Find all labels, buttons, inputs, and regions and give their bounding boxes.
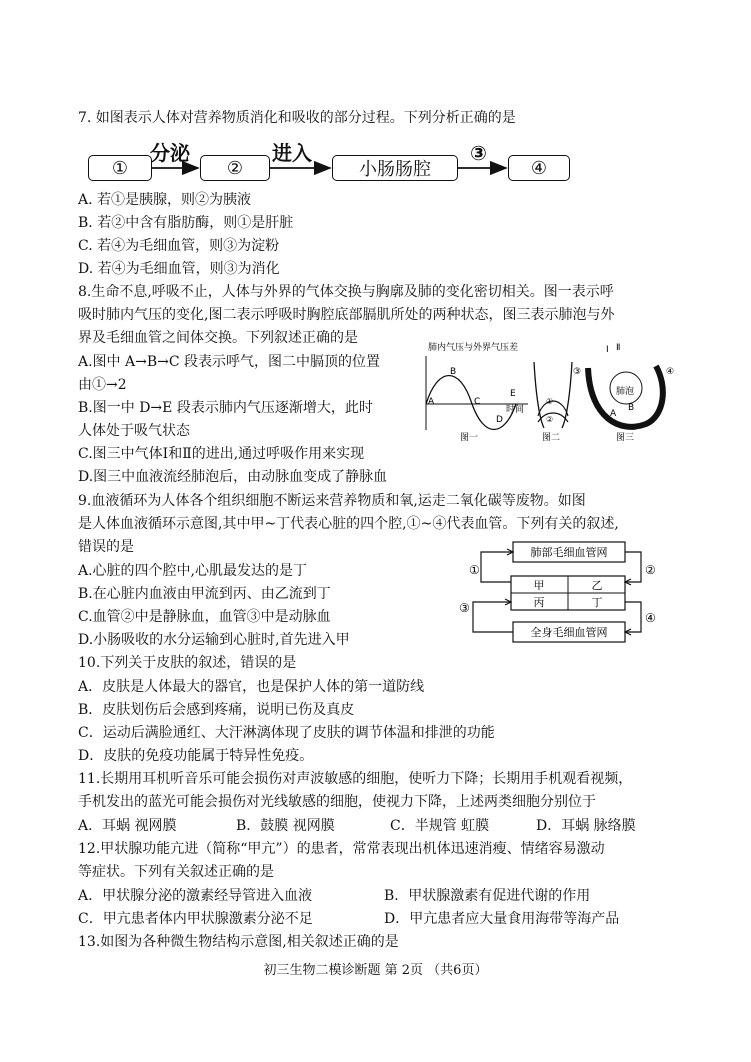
q12-stem-line-2: 等症状。下列有关叙述正确的是: [78, 864, 274, 880]
flow-box-intestine: 小肠肠腔: [332, 155, 458, 181]
q9-option-a: A.心脏的四个腔中,心肌最发达的是丁: [78, 563, 308, 579]
q9-option-c: C.血管②中是静脉血，血管③中是动脉血: [78, 609, 331, 625]
flow-box-1: ①: [88, 155, 152, 181]
flow-label-enter: 进入: [272, 141, 312, 165]
flow-box-4: ④: [508, 155, 570, 181]
q9-option-b: B.在心脏内血液由甲流到丙、由乙流到丁: [78, 586, 331, 602]
fig1-axis-label: 时间: [506, 405, 525, 415]
q7-stem: 7. 如图表示人体对营养物质消化和吸收的部分过程。下列分析正确的是: [78, 110, 516, 126]
q12-option-b: B．甲状腺激素有促进代谢的作用: [384, 888, 591, 904]
fig3-mark-ii: Ⅱ: [616, 343, 621, 353]
q10-option-a: A．皮肤是人体最大的器官，也是保护人体的第一道防线: [78, 679, 425, 695]
q7-option-a: A. 若①是胰腺，则②为胰液: [78, 192, 252, 208]
q10-option-b: B．皮肤划伤后会感到疼痛，说明已伤及真皮: [78, 702, 355, 718]
q7-option-d: D. 若④为毛细血管，则③为消化: [78, 261, 280, 277]
fig2-mark-2: ②: [546, 415, 554, 424]
q12-option-a: A．甲状腺分泌的激素经导管进入血液: [78, 888, 313, 904]
q10-stem: 10.下列关于皮肤的叙述，错误的是: [78, 655, 297, 671]
vessel-3: ③: [459, 601, 470, 615]
fig1-caption: 图一: [460, 433, 479, 443]
q8-option-b-line-2: 人体处于吸气状态: [78, 423, 190, 439]
q7-option-b: B. 若②中含有脂肪酶，则①是肝脏: [78, 215, 294, 231]
q7-option-c: C. 若④为毛细血管，则③为淀粉: [78, 238, 280, 254]
vessel-1: ①: [469, 563, 480, 577]
q8-option-a-line-2: 由①→2: [78, 377, 127, 393]
q9-stem-line-2: 是人体血液循环示意图,其中甲~丁代表心脏的四个腔,①~④代表血管。下列有关的叙述,: [78, 516, 619, 532]
q8-figures: [420, 338, 680, 444]
q8-option-c: C.图三中气体Ⅰ和Ⅱ的进出,通过呼吸作用来实现: [78, 446, 365, 462]
q8-option-a-line-1: A.图中 A→B→C 段表示呼气，图二中膈顶的位置: [78, 354, 381, 370]
q9-stem-line-1: 9.血液循环为人体各个组织细胞不断运来营养物质和氧,运走二氧化碳等废物。如图: [78, 493, 586, 509]
fig3-alveolus-label: 肺泡: [616, 387, 635, 397]
page-footer: 初三生物二模诊断题 第 2页 （共6页）: [263, 963, 488, 978]
q12-stem-line-1: 12.甲状腺功能亢进（简称“甲亢”）的患者，常常表现出机体迅速消瘦、情绪容易激动: [78, 841, 605, 857]
q8-stem-line-2: 吸时肺内气压的变化,图二表示呼吸时胸腔底部膈肌所处的两种状态，图三表示肺泡与外: [78, 307, 615, 323]
q9-circulation-diagram: [455, 538, 665, 646]
q10-option-c: C．运动后满脸通红、大汗淋漓体现了皮肤的调节体温和排泄的功能: [78, 725, 495, 741]
fig1-point-e: E: [510, 389, 516, 399]
body-capillary-label: 全身毛细血管网: [530, 626, 608, 639]
vessel-4: ④: [645, 611, 656, 625]
flow-label-3: ③: [470, 141, 487, 165]
q11-option-a: A．耳蜗 视网膜: [78, 818, 177, 834]
fig3-mark-b: B: [628, 403, 635, 413]
fig3-caption: 图三: [616, 433, 635, 443]
q8-stem-line-1: 8.生命不息,呼吸不止，人体与外界的气体交换与胸廓及肺的变化密切相关。图一表示呼: [78, 284, 614, 300]
q11-option-d: D．耳蜗 脉络膜: [536, 818, 636, 834]
q11-option-c: C．半规管 虹膜: [390, 818, 490, 834]
q11-stem-line-2: 手机发出的蓝光可能会损伤对光线敏感的细胞，使视力下降，上述两类细胞分别位于: [78, 794, 596, 810]
q12-option-c: C．甲亢患者体内甲状腺激素分泌不足: [78, 911, 313, 927]
q8-option-b-line-1: B.图一中 D→E 段表示肺内气压逐渐增大，此时: [78, 400, 373, 416]
flow-arrows: [0, 0, 751, 200]
fig1-point-a: A: [428, 397, 435, 407]
lung-capillary-label: 肺部毛细血管网: [530, 546, 608, 559]
fig1-point-d: D: [496, 415, 503, 425]
q8-option-d: D.图三中血液流经肺泡后，由动脉血变成了静脉血: [78, 469, 388, 485]
flow-label-secrete: 分泌: [150, 141, 190, 165]
fig2-caption: 图二: [542, 433, 561, 443]
fig3-mark-a: A: [610, 409, 617, 419]
q11-option-b: B．鼓膜 视网膜: [236, 818, 335, 834]
fig1-title: 肺内气压与外界气压差: [428, 343, 519, 353]
q8-stem-line-3: 界及毛细血管之间体交换。下列叙述正确的是: [78, 330, 358, 346]
chamber-yi: 乙: [591, 579, 603, 592]
q9-option-d: D.小肠吸收的水分运输到心脏时,首先进入甲: [78, 632, 350, 648]
chamber-jia: 甲: [533, 579, 545, 592]
q12-option-d: D．甲亢患者应大量食用海带等海产品: [384, 911, 620, 927]
q10-option-d: D．皮肤的免疫功能属于特异性免疫。: [78, 748, 314, 764]
chamber-ding: 丁: [591, 596, 603, 609]
vessel-2: ②: [645, 563, 656, 577]
q11-stem-line-1: 11.长期用耳机听音乐可能会损伤对声波敏感的细胞，使听力下降；长期用手机观看视频，: [78, 771, 633, 787]
fig2-mark-1: ①: [546, 397, 554, 406]
fig1-point-c: C: [474, 397, 481, 407]
fig3-mark-3: ③: [573, 367, 582, 377]
fig3-mark-i: Ⅰ: [606, 345, 609, 355]
fig1-point-b: B: [450, 367, 457, 377]
flow-box-2: ②: [200, 155, 270, 181]
q13-stem: 13.如图为各种微生物结构示意图,相关叙述正确的是: [78, 934, 399, 950]
q9-stem-line-3: 错误的是: [78, 539, 134, 555]
fig3-mark-4: ④: [666, 367, 675, 377]
chamber-bing: 丙: [533, 596, 545, 609]
